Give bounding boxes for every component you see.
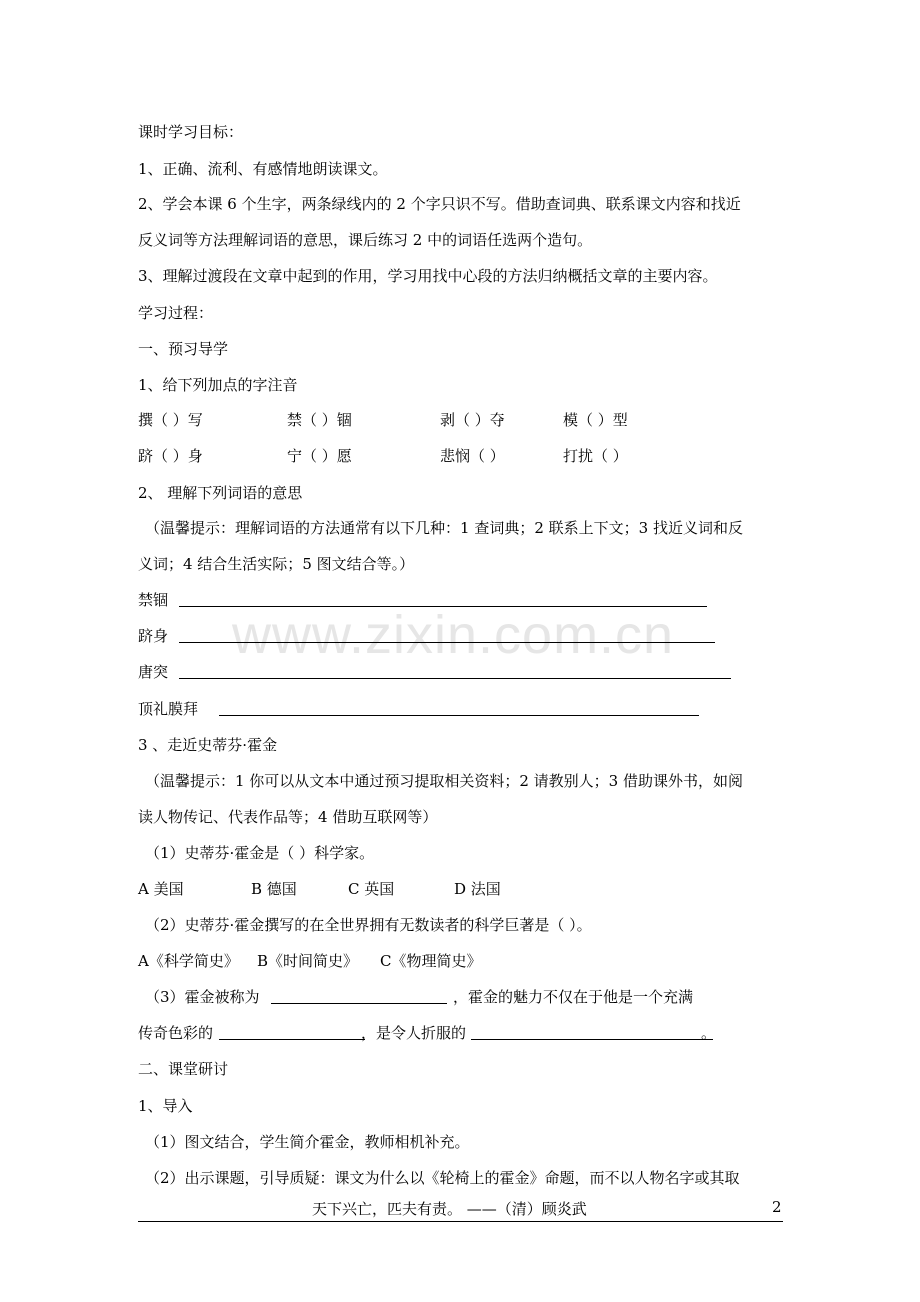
pinyin-item: 撰（ ）写 — [138, 411, 203, 429]
pinyin-item: 模（ ）型 — [563, 411, 628, 429]
answer-blank[interactable] — [179, 626, 715, 643]
sub-question-2: （2）史蒂芬·霍金撰写的在全世界拥有无数读者的科学巨著是（ ）。 — [145, 916, 592, 934]
watermark: www.zixin.com.cn — [232, 605, 675, 665]
sub3-prefix: （3）霍金被称为 — [145, 988, 260, 1006]
sub3b-end: 。 — [701, 1024, 717, 1042]
answer-blank[interactable] — [471, 1023, 713, 1040]
pinyin-item: 跻（ ）身 — [138, 447, 203, 465]
answer-blank[interactable] — [219, 1023, 365, 1040]
word-row — [138, 590, 168, 610]
objective-3: 3、理解过渡段在文章中起到的作用，学习用找中心段的方法归纳概括文章的主要内容。 — [138, 267, 718, 285]
option: C 英国 — [348, 880, 395, 898]
question-3: 3 、走近史蒂芬·霍金 — [138, 736, 278, 754]
option: A《科学简史》 — [138, 952, 239, 970]
answer-blank[interactable] — [271, 987, 447, 1004]
word-label: 唐突 — [138, 663, 169, 681]
pinyin-item: 宁（ ）愿 — [287, 447, 352, 465]
word-row — [138, 699, 198, 719]
part2-question-1: 1、导入 — [138, 1097, 193, 1115]
objective-2b: 反义词等方法理解词语的意思，课后练习 2 中的词语任选两个造句。 — [138, 231, 593, 249]
part2-step-2: （2）出示课题，引导质疑：课文为什么以《轮椅上的霍金》命题，而不以人物名字或其取 — [145, 1169, 740, 1187]
pinyin-item: 禁（ ）锢 — [287, 411, 352, 429]
answer-blank[interactable] — [219, 699, 699, 716]
page-number: 2 — [772, 1198, 782, 1216]
tip-3a: （温馨提示：1 你可以从文本中通过预习提取相关资料；2 请教别人；3 借助课外书，如阅 — [145, 772, 743, 790]
option: D 法国 — [454, 880, 501, 898]
word-label: 跻身 — [138, 627, 169, 645]
word-row — [138, 662, 168, 682]
part1-heading: 一、预习导学 — [138, 340, 229, 358]
word-label: 禁锢 — [138, 591, 169, 609]
sub3b-mid: ，是令人折服的 — [361, 1024, 467, 1042]
pinyin-item: 悲悯（ ） — [440, 447, 505, 465]
sub-question-3 — [145, 987, 694, 1007]
pinyin-item: 剥（ ）夺 — [440, 411, 505, 429]
part2-heading: 二、课堂研讨 — [138, 1060, 229, 1078]
tip-2a: （温馨提示：理解词语的方法通常有以下几种：1 查词典；2 联系上下文；3 找近义词和反 — [145, 519, 743, 537]
objective-2a: 2、学会本课 6 个生字，两条绿线内的 2 个字只识不写。借助查词典、联系课文内容和找近 — [138, 195, 741, 213]
part2-step-1: （1）图文结合，学生简介霍金，教师相机补充。 — [145, 1133, 470, 1151]
answer-blank[interactable] — [179, 590, 707, 607]
option: A 美国 — [138, 880, 184, 898]
option: B 德国 — [251, 880, 297, 898]
option: C《物理简史》 — [380, 952, 482, 970]
sub-question-3-continued — [138, 1023, 717, 1043]
process-title: 学习过程： — [138, 304, 214, 322]
sub3-suffix: ，霍金的魅力不仅在于他是一个充满 — [453, 988, 694, 1006]
objectives-title: 课时学习目标： — [138, 123, 244, 141]
tip-2b: 义词；4 结合生活实际；5 图文结合等。） — [138, 555, 415, 573]
pinyin-item: 打扰（ ） — [563, 447, 628, 465]
answer-blank[interactable] — [179, 662, 731, 679]
sub-question-1: （1）史蒂芬·霍金是（ ）科学家。 — [145, 844, 375, 862]
tip-3b: 读人物传记、代表作品等；4 借助互联网等） — [138, 808, 438, 826]
objective-1: 1、正确、流利、有感情地朗读课文。 — [138, 160, 388, 178]
word-row — [138, 626, 168, 646]
question-2: 2、 理解下列词语的意思 — [138, 484, 303, 502]
footer-quote: 天下兴亡，匹夫有责。 ——（清）顾炎武 — [312, 1200, 587, 1218]
option: B《时间简史》 — [257, 952, 359, 970]
question-1: 1、给下列加点的字注音 — [138, 376, 298, 394]
sub3b-prefix: 传奇色彩的 — [138, 1024, 214, 1042]
word-label: 顶礼膜拜 — [138, 700, 199, 718]
footer-divider — [138, 1221, 783, 1222]
